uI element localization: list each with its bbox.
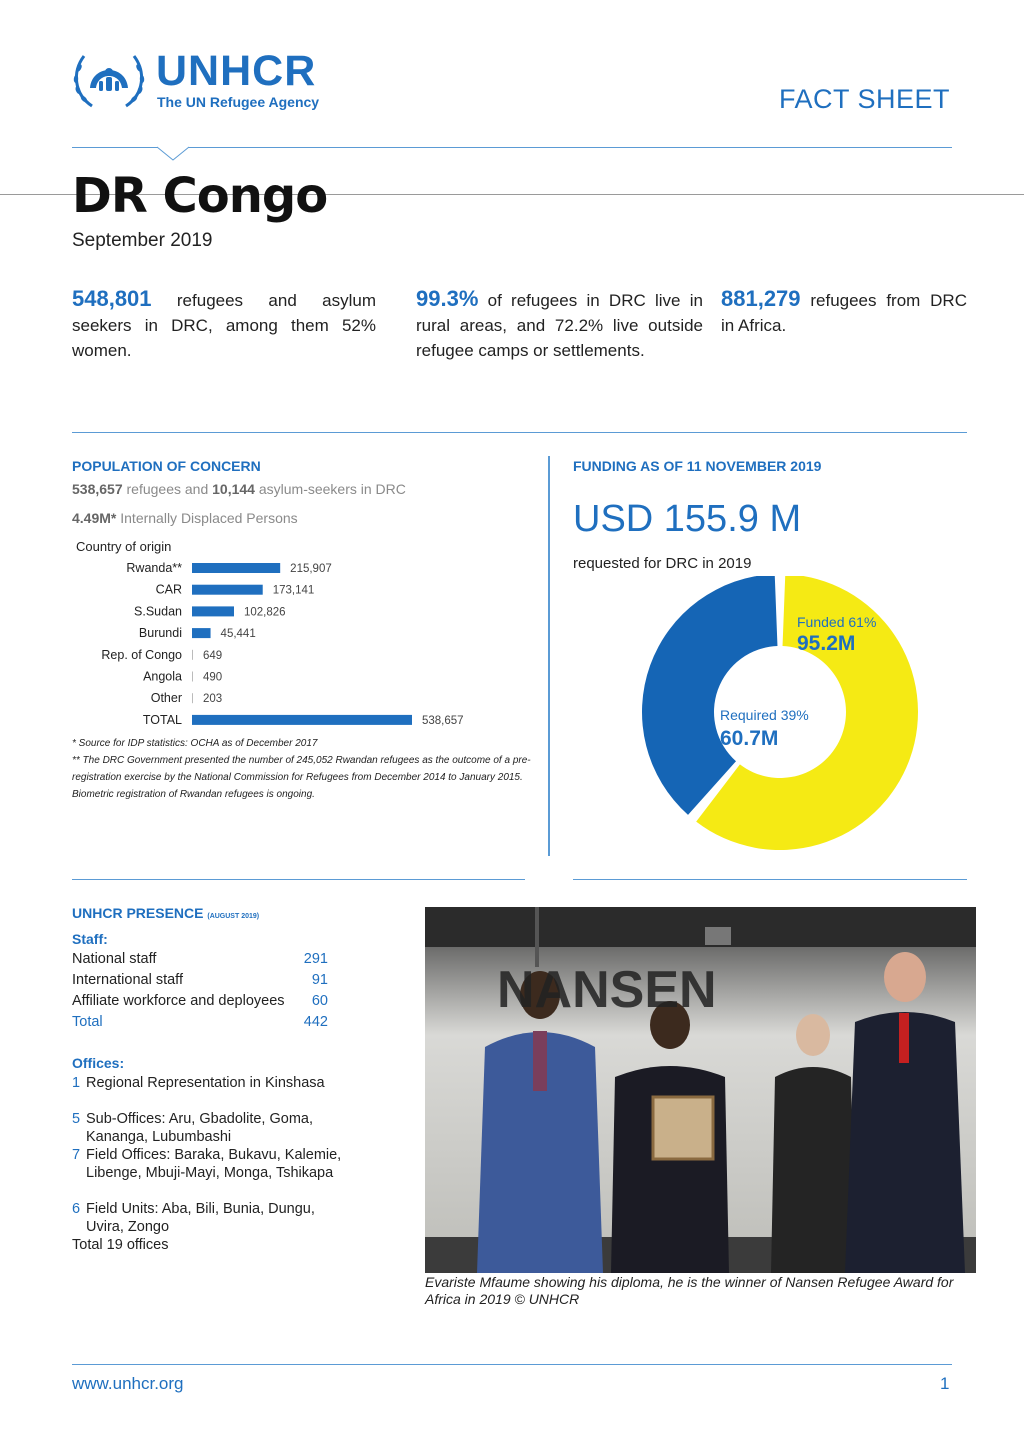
- funding-heading: FUNDING AS OF 11 NOVEMBER 2019: [573, 458, 822, 474]
- office-item: [72, 1146, 352, 1182]
- bar: [192, 672, 193, 682]
- page-date: September 2019: [72, 230, 213, 251]
- staff-row: [72, 951, 328, 967]
- key-figure-text: of refugees in DRC live in rural areas, and 72.2% live outside refugee camps or settlements.: [416, 291, 703, 360]
- population-heading: POPULATION OF CONCERN: [72, 458, 261, 474]
- key-figure-value: 881,279: [721, 286, 801, 311]
- offices-heading: Offices:: [72, 1055, 125, 1071]
- key-figure-3: [721, 286, 967, 338]
- office-count: 1: [72, 1075, 81, 1091]
- bar: [192, 693, 193, 703]
- refugees-text: refugees and: [122, 481, 213, 497]
- category-label: Burundi: [138, 626, 182, 641]
- funding-amount: USD 155.9 M: [573, 498, 802, 540]
- staff-label: Affiliate workforce and deployees: [72, 993, 285, 1009]
- unhcr-emblem-icon: [70, 46, 148, 112]
- category-label: S.Sudan: [134, 604, 182, 619]
- funded-label: Funded 61%: [797, 614, 877, 630]
- office-item: [72, 1200, 352, 1236]
- footer-rule: [72, 1364, 952, 1365]
- staff-label: National staff: [72, 951, 157, 967]
- staff-total-row: [72, 1014, 328, 1030]
- staff-label: International staff: [72, 972, 183, 988]
- asylum-value: 10,144: [212, 481, 255, 497]
- office-count: 6: [72, 1201, 81, 1217]
- category-label: Angola: [143, 669, 182, 684]
- funding-requested-text: requested for DRC in 2019: [573, 555, 752, 572]
- key-figure-value: 99.3%: [416, 286, 479, 311]
- section-rule: [573, 879, 967, 880]
- asylum-text: asylum-seekers in DRC: [254, 481, 406, 497]
- refugees-value: 538,657: [72, 481, 123, 497]
- staff-value: 60: [311, 993, 328, 1009]
- column-divider: [548, 456, 550, 856]
- key-figure-text: refugees from DRC in Africa.: [721, 291, 967, 335]
- photo-caption: Evariste Mfaume showing his diploma, he is the winner of Nansen Refugee Award for Africa in 2019 © UNHCR: [425, 1274, 954, 1307]
- population-summary: [72, 481, 406, 497]
- logo-wordmark: UNHCR: [156, 47, 317, 95]
- required-label: Required 39%: [720, 707, 809, 723]
- bar: [192, 563, 280, 573]
- key-figure-2: [416, 286, 703, 363]
- page-title: DR Congo: [72, 168, 328, 224]
- required-value: 60.7M: [720, 727, 779, 750]
- footnote-rwanda: ** The DRC Government presented the number of 245,052 Rwandan refugees as the outcome of a pre-registration exercise by the National Commission for Refugees from December 2014 to January 2015. Biometric registration of Rwandan refugees is ongoing.: [72, 755, 531, 800]
- page-number: 1: [940, 1374, 950, 1393]
- section-rule: [72, 432, 967, 433]
- office-count: 5: [72, 1111, 81, 1127]
- country-of-origin-bar-chart: [72, 536, 512, 732]
- bar-value-label: 203: [203, 693, 223, 706]
- bar-value-label: 649: [203, 649, 223, 662]
- key-figure-value: 548,801: [72, 286, 152, 311]
- footer-website-link[interactable]: www.unhcr.org: [72, 1374, 184, 1393]
- staff-value: 442: [303, 1014, 328, 1030]
- category-label: Other: [150, 691, 182, 706]
- key-figure-1: [72, 286, 376, 363]
- chevron-down-icon: [156, 146, 190, 162]
- presence-heading-date: (AUGUST 2019): [207, 913, 260, 920]
- chart-title: Country of origin: [76, 539, 172, 554]
- offices-total: Total 19 offices: [72, 1237, 169, 1253]
- presence-heading: [72, 905, 259, 921]
- presence-heading-text: UNHCR PRESENCE: [72, 905, 204, 921]
- office-text: Sub-Offices: Aru, Gbadolite, Goma, Kananga, Lubumbashi: [86, 1111, 314, 1145]
- bar-value-label: 490: [203, 671, 223, 684]
- bar-value-label: 173,141: [272, 584, 315, 597]
- bar: [192, 650, 193, 660]
- office-text: Field Units: Aba, Bili, Bunia, Dungu, Uvira, Zongo: [86, 1201, 315, 1235]
- idp-text: Internally Displaced Persons: [116, 510, 298, 526]
- staff-value: 91: [311, 972, 328, 988]
- bar-value-label: 102,826: [243, 606, 286, 619]
- office-item: [72, 1110, 352, 1146]
- bar-value-label: 215,907: [290, 563, 332, 575]
- bar-value-label: 538,657: [422, 714, 464, 727]
- staff-row: [72, 993, 328, 1009]
- staff-label: Total: [72, 1014, 103, 1030]
- category-label: Rwanda**: [126, 561, 182, 575]
- bar: [192, 628, 211, 638]
- idp-summary: [72, 510, 298, 526]
- category-label: TOTAL: [142, 712, 182, 727]
- svg-text:NANSEN: NANSEN: [497, 961, 717, 1019]
- bar: [192, 606, 234, 616]
- office-text: Field Offices: Baraka, Bukavu, Kalemie, Libenge, Mbuji-Mayi, Monga, Tshikapa: [86, 1147, 342, 1181]
- category-label: Rep. of Congo: [101, 647, 182, 662]
- bar: [192, 715, 412, 725]
- bar: [192, 585, 263, 595]
- funded-value: 95.2M: [797, 632, 856, 655]
- logo-tagline: The UN Refugee Agency: [157, 94, 320, 110]
- key-figure-text: refugees and asylum seekers in DRC, among them 52% women.: [72, 291, 376, 360]
- award-photo: [425, 907, 976, 1273]
- staff-row: [72, 972, 328, 988]
- office-item: [72, 1074, 352, 1092]
- footnote-idp: * Source for IDP statistics: OCHA as of December 2017: [72, 738, 318, 749]
- section-rule: [72, 879, 525, 880]
- office-count: 7: [72, 1147, 81, 1163]
- idp-value: 4.49M*: [72, 510, 117, 526]
- doc-type-label: FACT SHEET: [778, 84, 950, 114]
- bar-value-label: 45,441: [220, 628, 256, 641]
- office-text: Regional Representation in Kinshasa: [86, 1075, 325, 1091]
- staff-heading: Staff:: [72, 931, 108, 947]
- category-label: CAR: [155, 582, 182, 597]
- staff-value: 291: [303, 951, 328, 967]
- header-rule: [72, 147, 952, 148]
